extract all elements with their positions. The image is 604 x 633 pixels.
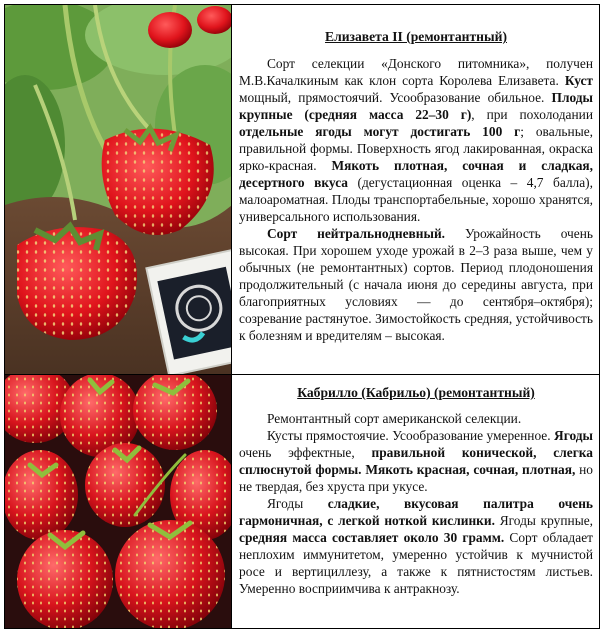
text-run: мощный, прямостоячий. Усообразование обильное. (239, 90, 552, 105)
bold-text-run: правильной конической, слегка сплюснутой формы. Мякоть красная, сочная, плотная, (239, 445, 593, 477)
bold-text-run: Ягоды (554, 428, 593, 443)
strawberries-closeup-photo (5, 375, 232, 628)
text-run: Ягоды крупные, (494, 513, 593, 528)
text-run: (дегустационная оценка – 4,7 балла), малоароматная. Плоды транспортабельные, хорошо хранятся, универсального использования. (239, 175, 593, 224)
variety-description-cell (233, 375, 599, 628)
strawberry-plant-photo (5, 5, 232, 374)
text-run: Кусты прямостоячие. Усообразование умеренное. (267, 428, 555, 443)
variety-description (239, 55, 593, 344)
variety-photo-cell (5, 5, 232, 374)
variety-row-2 (5, 375, 599, 628)
variety-photo-cell (5, 375, 232, 628)
bold-text-run: отдельные ягоды могут достигать 100 г (239, 124, 521, 139)
text-run: очень эффектные, (239, 445, 372, 460)
variety-table (4, 4, 600, 629)
text-run: Ремонтантный сорт американской селекции. (267, 411, 522, 426)
text-run: Урожайность очень высокая. При хорошем уходе урожай в 2–3 раза выше, чем у обычных (не ремонтантных) сортов. Период плодоношения продолжительный (с начала июня до середины августа, при благоприятных условиях — до сентября–октября); созревание растянутое. Зимостойкость средняя, устойчивость к болезням и вредителям – высокая. (239, 226, 593, 343)
bold-text-run: Мякоть плотная, сочная и сладкая, десертного вкуса (239, 158, 593, 190)
description-paragraph (239, 55, 593, 225)
bold-text-run: средняя масса составляет около 30 грамм. (239, 530, 505, 545)
bold-text-run: Сорт нейтральнодневный. (267, 226, 446, 241)
text-run: Ягоды (267, 496, 328, 511)
description-paragraph (239, 427, 593, 495)
text-run: , при похолодании (471, 107, 593, 122)
description-paragraph (239, 410, 593, 427)
bold-text-run: Куст (564, 73, 593, 88)
text-run: но не твердая, без хруста при укусе. (239, 462, 593, 494)
text-run: Сорт обладает неплохим иммунитетом, умеренно устойчив к мучнистой росе и вертициллезу, а также к пятнистостям листьев. Умеренно восприимчива к антракнозу. (239, 530, 593, 596)
description-paragraph (239, 225, 593, 344)
text-run: ; овальные, правильной формы. Поверхность ягод лакированная, окраска ярко-красная. (239, 124, 593, 173)
bold-text-run: Плоды крупные (средняя масса 22–30 г) (239, 90, 593, 122)
variety-description-cell (233, 5, 599, 374)
bold-text-run: сладкие, вкусовая палитра очень гармоничная, с легкой ноткой кислинки. (239, 496, 593, 528)
variety-title: Кабрилло (Кабрильо) (ремонтантный) (297, 385, 535, 400)
variety-row-1 (5, 5, 599, 375)
variety-title: Елизавета II (ремонтантный) (325, 29, 507, 44)
variety-description (239, 410, 593, 597)
description-paragraph (239, 495, 593, 597)
text-run: Сорт селекции «Донского питомника», получен М.В.Качалкиным как клон сорта Королева Елизавета. (239, 56, 593, 88)
